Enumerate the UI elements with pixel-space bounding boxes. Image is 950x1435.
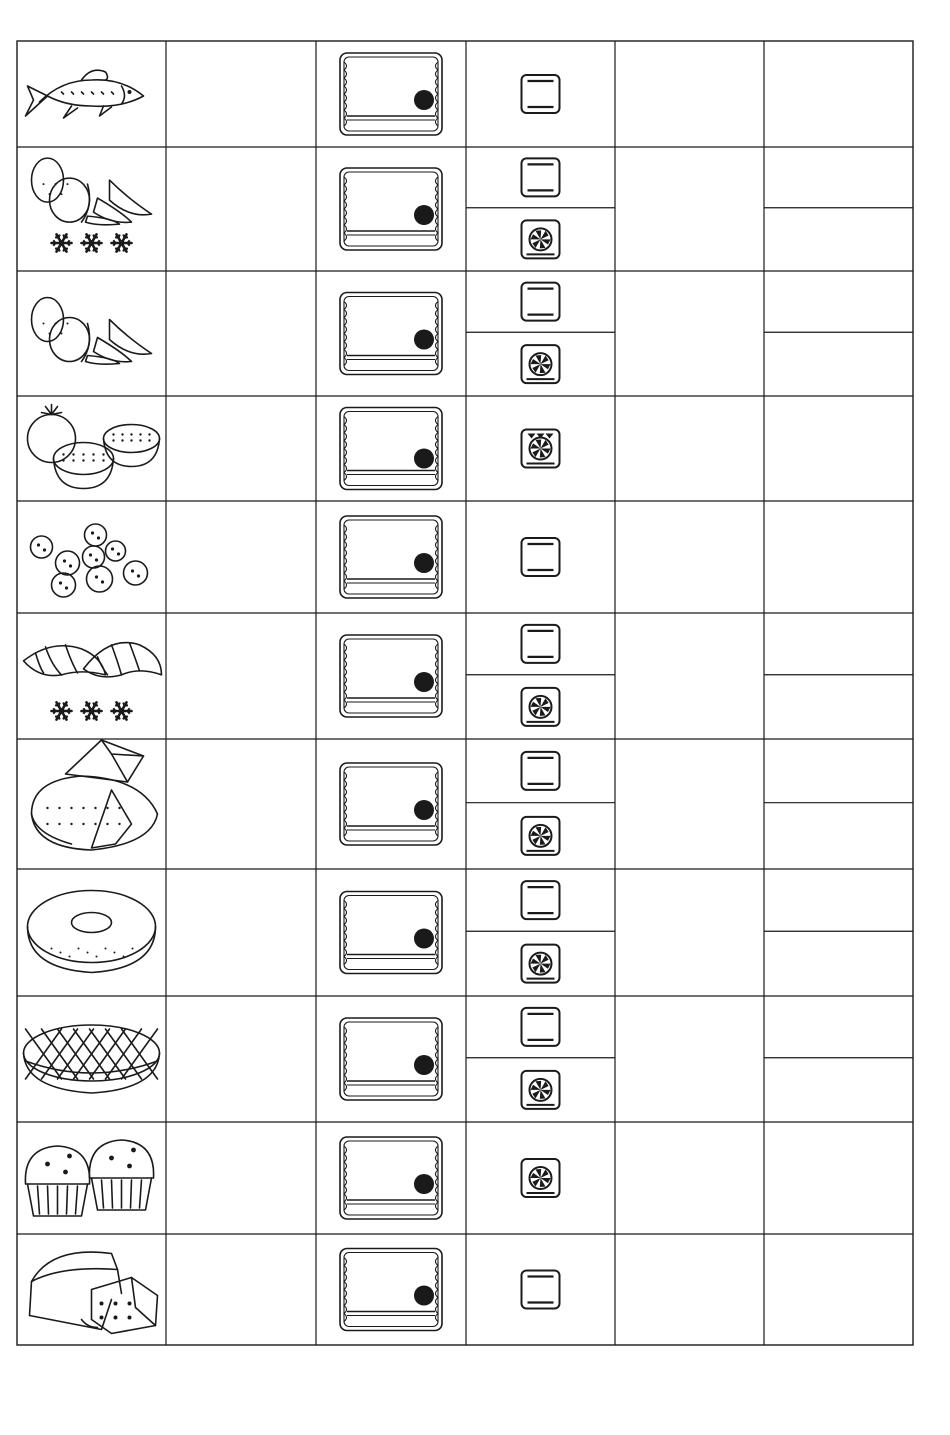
shelf-position-icon <box>340 168 442 250</box>
loaf-cake-icon <box>30 1252 158 1333</box>
shelf-position-icon <box>340 516 442 598</box>
conventional-oven-icon <box>522 283 560 321</box>
conventional-oven-icon <box>522 75 560 113</box>
table-row <box>28 405 560 490</box>
shelf-position-icon <box>340 1018 442 1100</box>
cookies-icon <box>31 524 148 597</box>
tart-icon <box>32 740 158 850</box>
muffins-icon <box>25 1140 153 1216</box>
table-row <box>25 1137 559 1219</box>
table-row <box>30 1249 560 1334</box>
fan-oven-icon <box>522 345 560 383</box>
conventional-oven-icon <box>522 881 560 919</box>
table-row <box>26 53 560 135</box>
table-row <box>28 881 914 983</box>
snowflake-icon <box>52 234 72 251</box>
shelf-position-icon <box>340 1137 442 1219</box>
snowflake-icon <box>112 702 132 719</box>
fan-oven-icon <box>522 817 560 855</box>
snowflake-icon <box>82 234 102 251</box>
table-row <box>24 1008 914 1109</box>
table-row <box>32 158 914 258</box>
shelf-position-icon <box>340 1249 442 1331</box>
conventional-oven-icon <box>522 752 560 790</box>
table-grid <box>17 41 913 1345</box>
conventional-oven-icon <box>522 538 560 576</box>
table-row <box>31 516 560 598</box>
conventional-oven-icon <box>522 158 560 196</box>
fan-oven-icon <box>522 945 560 983</box>
fan-oven-icon <box>522 688 560 726</box>
fan-grill-icon <box>522 430 560 468</box>
potato-wedges-icon <box>32 158 152 225</box>
shelf-position-icon <box>340 892 442 974</box>
conventional-oven-icon <box>522 1008 560 1046</box>
table-row <box>24 625 914 726</box>
shelf-position-icon <box>340 763 442 845</box>
fan-oven-icon <box>522 1071 560 1109</box>
shelf-position-icon <box>340 53 442 135</box>
table-row <box>32 740 914 855</box>
lattice-pie-icon <box>24 1025 160 1093</box>
potato-wedges-icon <box>32 298 152 365</box>
shelf-position-icon <box>340 293 442 375</box>
conventional-oven-icon <box>522 1271 560 1309</box>
ring-cake-icon <box>28 891 156 973</box>
fish-icon <box>26 70 144 118</box>
fan-oven-icon <box>522 220 560 258</box>
croissants-icon <box>24 643 162 677</box>
table-row <box>32 283 914 384</box>
fan-oven-icon <box>522 1159 560 1197</box>
snowflake-icon <box>52 702 72 719</box>
snowflake-icon <box>112 234 132 251</box>
shelf-position-icon <box>340 408 442 490</box>
stuffed-tomatoes-icon <box>28 405 160 489</box>
conventional-oven-icon <box>522 625 560 663</box>
shelf-position-icon <box>340 635 442 717</box>
snowflake-icon <box>82 702 102 719</box>
